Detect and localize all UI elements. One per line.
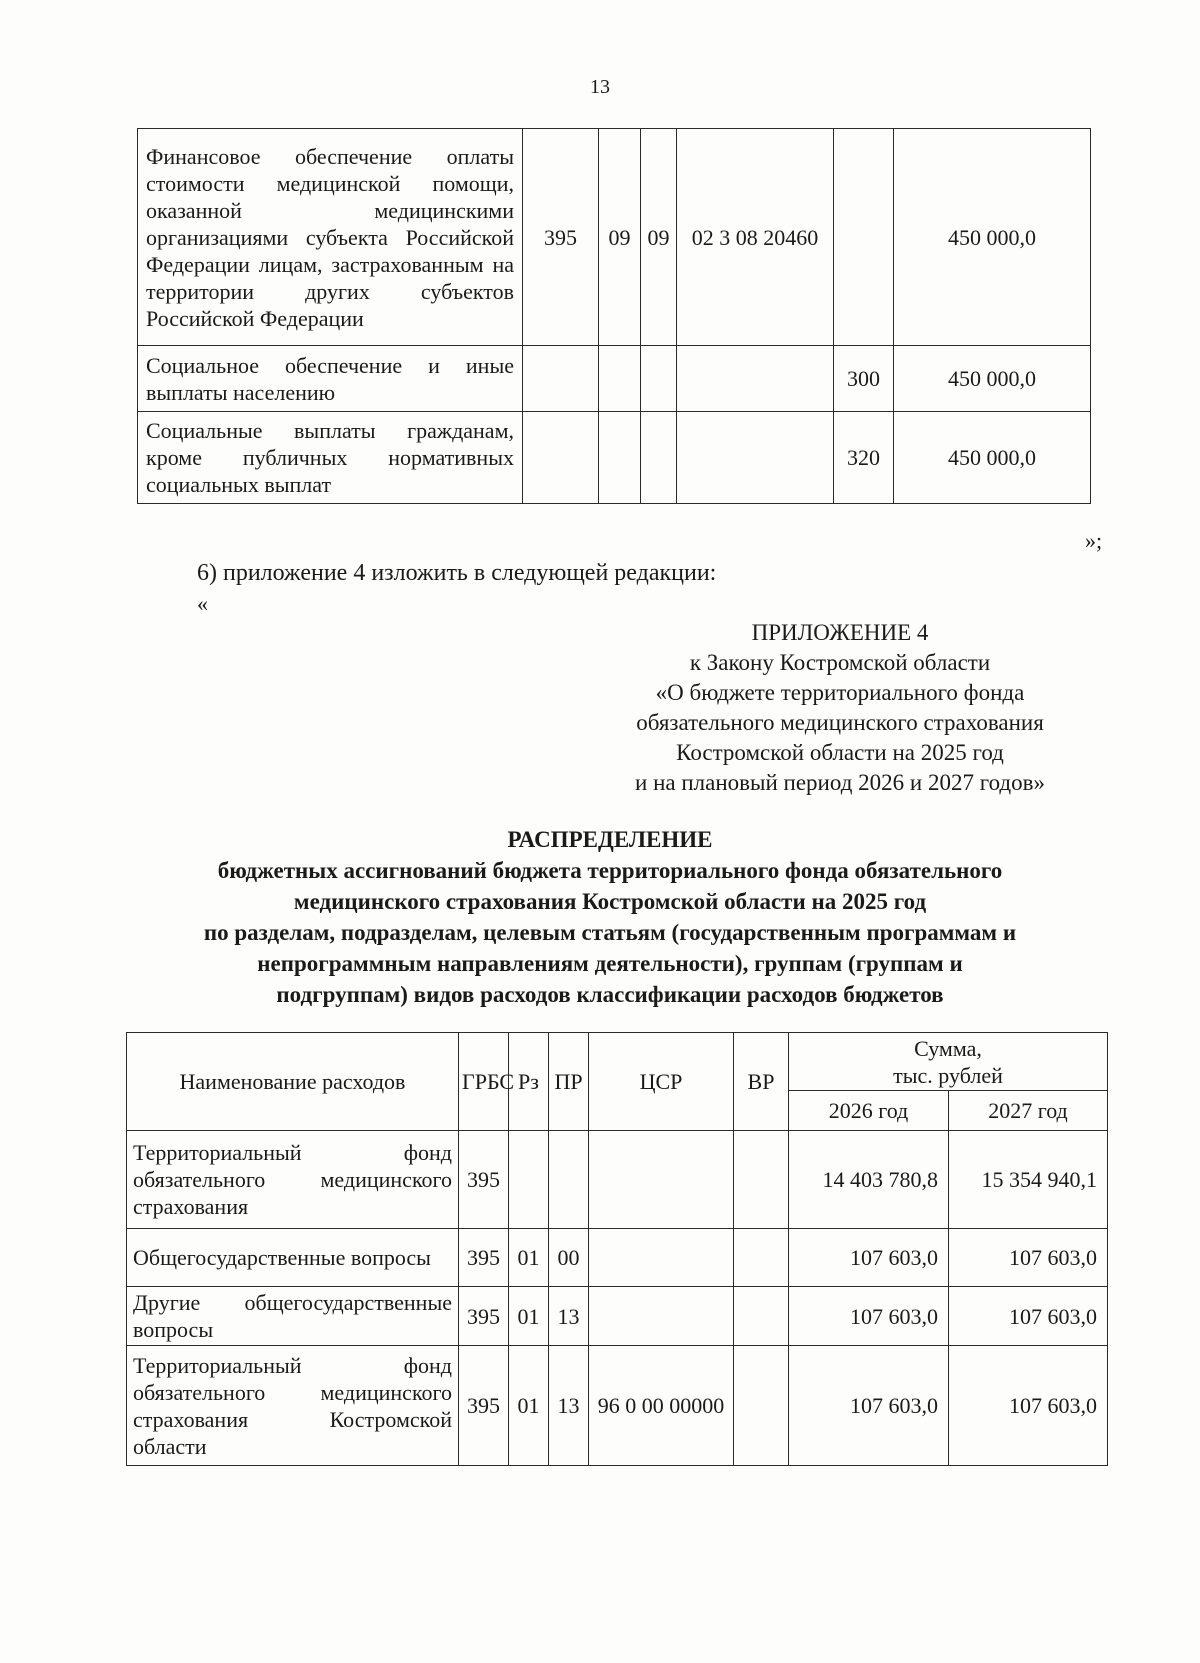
table-row	[138, 412, 1091, 504]
cell-csr	[589, 1229, 734, 1287]
cell-rz	[599, 346, 641, 412]
cell-amount: 450 000,0	[894, 412, 1091, 504]
cell-pr	[549, 1131, 589, 1229]
cell-grbs: 395	[459, 1287, 509, 1346]
header-year-2026: 2026 год	[789, 1091, 949, 1131]
cell-2027: 107 603,0	[949, 1287, 1108, 1346]
cell-grbs: 395	[459, 1229, 509, 1287]
header-name: Наименование расходов	[127, 1033, 459, 1131]
table-row	[127, 1131, 1108, 1229]
row-name: Социальное обеспечение и иные выплаты населению	[138, 346, 523, 412]
cell-grbs: 395	[459, 1131, 509, 1229]
appendix-line: обязательного медицинского страхования	[636, 710, 1044, 735]
cell-rz	[599, 412, 641, 504]
cell-pr	[641, 346, 677, 412]
row-name: Финансовое обеспечение оплаты стоимости медицинской помощи, оказанной медицинскими организациями субъекта Российской Федерации лицам, застрахованным на территории других субъектов Российской Федерации	[138, 129, 523, 346]
cell-rz: 01	[509, 1346, 549, 1466]
heading-line: подгруппам) видов расходов классификации расходов бюджетов	[276, 982, 944, 1007]
cell-vr	[834, 129, 894, 346]
row-name: Другие общегосударственные вопросы	[127, 1287, 459, 1346]
cell-rz: 09	[599, 129, 641, 346]
cell-grbs: 395	[523, 129, 599, 346]
cell-amount: 450 000,0	[894, 129, 1091, 346]
budget-distribution-table	[126, 1032, 1108, 1466]
table-row	[127, 1346, 1108, 1466]
row-name: Социальные выплаты гражданам, кроме публичных нормативных социальных выплат	[138, 412, 523, 504]
cell-csr	[677, 346, 834, 412]
cell-2027: 15 354 940,1	[949, 1131, 1108, 1229]
cell-pr: 09	[641, 129, 677, 346]
heading-line: бюджетных ассигнований бюджета территориального фонда обязательного	[217, 858, 1003, 883]
cell-csr: 02 3 08 20460	[677, 129, 834, 346]
cell-pr: 13	[549, 1287, 589, 1346]
cell-vr: 320	[834, 412, 894, 504]
cell-rz	[509, 1131, 549, 1229]
appendix-line: Костромской области на 2025 год	[676, 740, 1004, 765]
top-budget-table	[137, 128, 1091, 504]
header-vr: ВР	[734, 1033, 789, 1131]
cell-grbs	[523, 412, 599, 504]
cell-pr: 13	[549, 1346, 589, 1466]
header-grbs: ГРБС	[459, 1033, 509, 1131]
closing-quote: »;	[1085, 528, 1103, 553]
appendix-line: и на плановый период 2026 и 2027 годов»	[635, 770, 1045, 795]
cell-2026: 107 603,0	[789, 1229, 949, 1287]
appendix-header	[580, 618, 1100, 798]
cell-vr	[734, 1131, 789, 1229]
header-sum	[789, 1033, 1108, 1091]
heading-line: медицинского страхования Костромской области на 2025 год	[293, 889, 927, 914]
cell-vr: 300	[834, 346, 894, 412]
open-quote: «	[197, 591, 208, 616]
table-row	[127, 1229, 1108, 1287]
page-number: 13	[590, 76, 610, 98]
cell-pr	[641, 412, 677, 504]
cell-2027: 107 603,0	[949, 1229, 1108, 1287]
cell-grbs: 395	[459, 1346, 509, 1466]
appendix-line: к Закону Костромской области	[689, 650, 991, 675]
instruction-text: 6) приложение 4 изложить в следующей редакции:	[197, 560, 717, 586]
heading-line: по разделам, подразделам, целевым статьям (государственным программам и	[203, 920, 1017, 945]
table-row	[127, 1287, 1108, 1346]
cell-2026: 14 403 780,8	[789, 1131, 949, 1229]
row-name: Общегосударственные вопросы	[127, 1229, 459, 1287]
cell-csr	[677, 412, 834, 504]
cell-csr	[589, 1287, 734, 1346]
cell-amount: 450 000,0	[894, 346, 1091, 412]
cell-2026: 107 603,0	[789, 1346, 949, 1466]
header-sum-line1: Сумма,	[914, 1035, 982, 1061]
cell-rz: 01	[509, 1287, 549, 1346]
cell-grbs	[523, 346, 599, 412]
header-sum-line2: тыс. рублей	[893, 1062, 1003, 1088]
header-pr: ПР	[549, 1033, 589, 1131]
cell-2027: 107 603,0	[949, 1346, 1108, 1466]
header-year-2027: 2027 год	[949, 1091, 1108, 1131]
table-row	[138, 346, 1091, 412]
appendix-title: ПРИЛОЖЕНИЕ 4	[751, 620, 929, 645]
appendix-line: «О бюджете территориального фонда	[655, 680, 1025, 705]
table-row	[138, 129, 1091, 346]
cell-csr	[589, 1131, 734, 1229]
row-name: Территориальный фонд обязательного медицинского страхования Костромской области	[127, 1346, 459, 1466]
document-heading	[130, 824, 1090, 1010]
cell-2026: 107 603,0	[789, 1287, 949, 1346]
cell-vr	[734, 1287, 789, 1346]
header-rz: Рз	[509, 1033, 549, 1131]
row-name: Территориальный фонд обязательного медицинского страхования	[127, 1131, 459, 1229]
cell-csr: 96 0 00 00000	[589, 1346, 734, 1466]
cell-vr	[734, 1229, 789, 1287]
cell-pr: 00	[549, 1229, 589, 1287]
heading-title: РАСПРЕДЕЛЕНИЕ	[507, 827, 713, 852]
cell-rz: 01	[509, 1229, 549, 1287]
header-csr: ЦСР	[589, 1033, 734, 1131]
heading-line: непрограммным направлениям деятельности), группам (группам и	[257, 951, 963, 976]
cell-vr	[734, 1346, 789, 1466]
